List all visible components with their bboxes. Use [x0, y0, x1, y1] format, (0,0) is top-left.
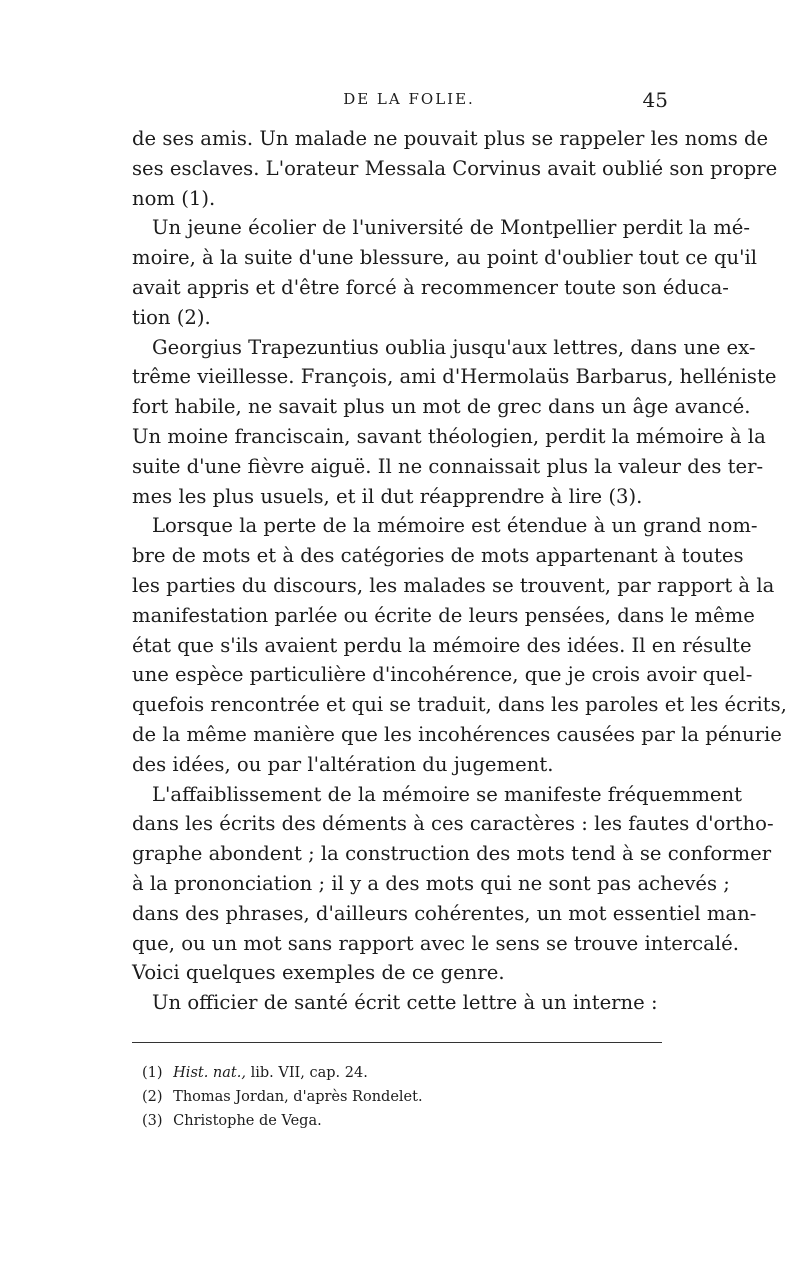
- footnote: [142, 1061, 670, 1085]
- text-line: Un officier de santé écrit cette lettre à un interne :: [152, 991, 658, 1015]
- text-line: manifestation parlée ou écrite de leurs pensées, dans le même: [132, 603, 755, 627]
- text-line: graphe abondent ; la construction des mots tend à se conformer: [132, 842, 772, 866]
- footnote-divider: [132, 1042, 662, 1043]
- text-line: une espèce particulière d'incohérence, que je crois avoir quel-: [132, 663, 753, 687]
- footnote-ref: (1): [142, 1064, 163, 1081]
- text-line: quefois rencontrée et qui se traduit, dans les paroles et les écrits,: [132, 693, 787, 717]
- footnote-text: Thomas Jordan, d'après Rondelet.: [173, 1088, 423, 1105]
- text-line: des idées, ou par l'altération du jugement.: [132, 752, 554, 776]
- text-line: bre de mots et à des catégories de mots appartenant à toutes: [132, 544, 744, 568]
- text-line: Lorsque la perte de la mémoire est étendue à un grand nom-: [152, 514, 758, 538]
- page-header: [132, 88, 670, 124]
- text-line: nom (1).: [132, 186, 216, 210]
- text-line: Voici quelques exemples de ce genre.: [132, 961, 505, 985]
- text-line: de ses amis. Un malade ne pouvait plus se rappeler les noms de: [132, 127, 769, 150]
- text-line: Georgius Trapezuntius oublia jusqu'aux lettres, dans une ex-: [152, 335, 756, 359]
- text-line: dans des phrases, d'ailleurs cohérentes, un mot essentiel man-: [132, 901, 757, 925]
- text-line: à la prononciation ; il y a des mots qui ne sont pas achevés ;: [132, 871, 730, 895]
- text-line: que, ou un mot sans rapport avec le sens se trouve intercalé.: [132, 931, 739, 955]
- paragraph: [132, 333, 777, 512]
- text-line: moire, à la suite d'une blessure, au point d'oublier tout ce qu'il: [132, 246, 758, 270]
- footnote: [142, 1109, 670, 1133]
- text-line: mes les plus usuels, et il dut réapprendre à lire (3).: [132, 484, 643, 508]
- text-line: L'affaiblissement de la mémoire se manifeste fréquemment: [152, 782, 743, 806]
- footnote-italic: Hist. nat.,: [173, 1064, 246, 1081]
- body-text: [132, 124, 787, 1018]
- text-line: les parties du discours, les malades se trouvent, par rapport à la: [132, 573, 775, 597]
- text-line: de la même manière que les incohérences causées par la pénurie: [132, 722, 782, 746]
- text-line: trême vieillesse. François, ami d'Hermolaüs Barbarus, helléniste: [132, 365, 777, 389]
- text-line: dans les écrits des déments à ces caractères : les fautes d'ortho-: [132, 812, 774, 836]
- text-line: état que s'ils avaient perdu la mémoire des idées. Il en résulte: [132, 633, 752, 657]
- book-page: [132, 88, 787, 1133]
- text-line: avait appris et d'être forcé à recommencer toute son éduca-: [132, 275, 729, 299]
- footnote-text: Christophe de Vega.: [173, 1112, 322, 1129]
- text-line: ses esclaves. L'orateur Messala Corvinus avait oublié son propre: [132, 156, 778, 180]
- text-line: Un moine franciscain, savant théologien, perdit la mémoire à la: [132, 424, 766, 448]
- footnote-text: lib. VII, cap. 24.: [250, 1064, 368, 1081]
- text-line: Un jeune écolier de l'université de Montpellier perdit la mé-: [152, 216, 750, 240]
- paragraph: [132, 213, 758, 332]
- footnote-ref: (3): [142, 1112, 163, 1129]
- text-line: suite d'une fièvre aiguë. Il ne connaissait plus la valeur des ter-: [132, 454, 764, 478]
- page-number: 45: [642, 88, 668, 112]
- paragraph: [132, 124, 778, 213]
- paragraph: [132, 988, 670, 1018]
- footnote: [142, 1085, 670, 1109]
- footnote-ref: (2): [142, 1088, 163, 1105]
- text-line: fort habile, ne savait plus un mot de grec dans un âge avancé.: [132, 395, 751, 419]
- paragraph: [132, 780, 774, 989]
- text-line: tion (2).: [132, 305, 211, 329]
- running-title: DE LA FOLIE.: [343, 90, 475, 108]
- paragraph: [132, 511, 787, 779]
- footnotes: [132, 1061, 670, 1133]
